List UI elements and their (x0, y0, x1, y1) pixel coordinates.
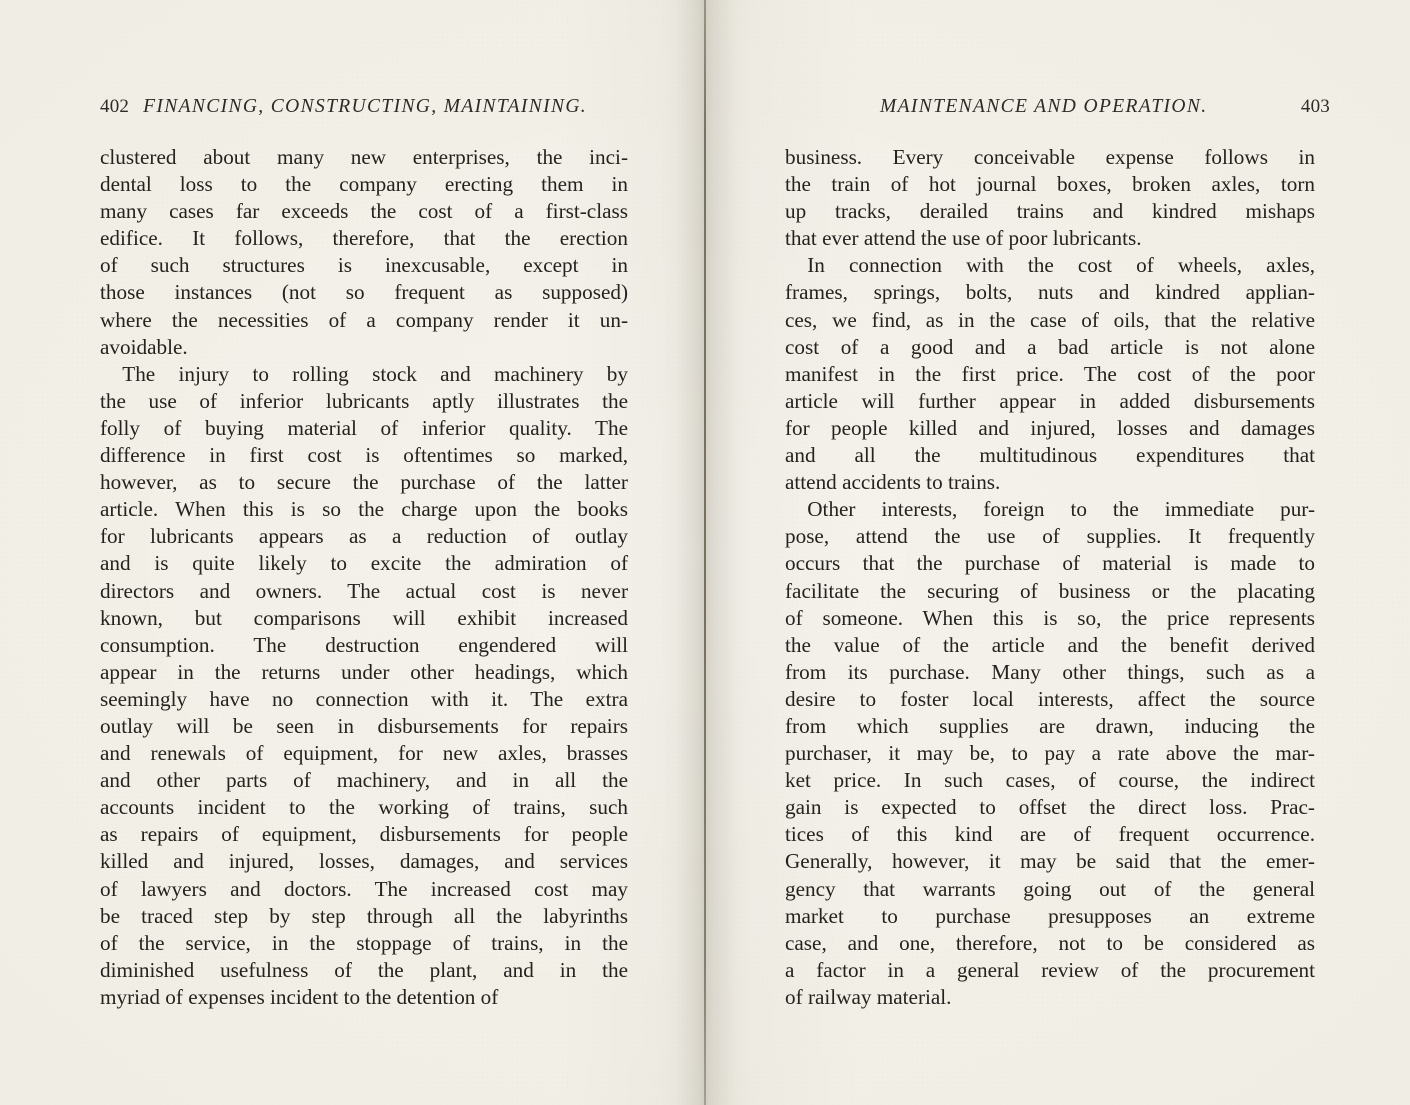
right-page (705, 0, 1410, 1105)
paragraph (785, 252, 1315, 496)
text-line: however, as to secure the purchase of the latter (100, 470, 628, 495)
text-line: avoidable. (100, 334, 188, 359)
text-line: from which supplies are drawn, inducing the (785, 713, 1315, 738)
left-page-folio: 402 (100, 96, 130, 117)
text-line: market to purchase presupposes an extreme (785, 903, 1315, 928)
text-line: up tracks, derailed trains and kindred mishaps (785, 199, 1315, 224)
text-line: the train of hot journal boxes, broken axles, torn (785, 172, 1315, 197)
right-page-folio: 403 (1300, 96, 1330, 117)
text-line: Other interests, foreign to the immediate pur- (807, 497, 1315, 522)
paragraph (100, 144, 628, 361)
text-line: In connection with the cost of wheels, axles, (807, 253, 1315, 278)
text-line: pose, attend the use of supplies. It frequently (785, 524, 1315, 549)
text-line: purchaser, it may be, to pay a rate above the mar- (785, 741, 1315, 766)
text-line: as repairs of equipment, disbursements for people (100, 822, 628, 847)
text-line: difference in first cost is oftentimes so marked, (100, 443, 628, 468)
text-line: directors and owners. The actual cost is never (100, 578, 628, 603)
text-line: Generally, however, it may be said that the emer- (785, 849, 1315, 874)
text-line: The injury to rolling stock and machinery by (122, 361, 628, 386)
text-line: clustered about many new enterprises, the inci- (100, 145, 628, 169)
text-line: killed and injured, losses, damages, and services (100, 849, 628, 874)
text-line: gain is expected to offset the direct loss. Prac- (785, 795, 1315, 820)
text-line: cost of a good and a bad article is not alone (785, 334, 1315, 359)
text-line: and renewals of equipment, for new axles, brasses (100, 741, 628, 766)
text-line: edifice. It follows, therefore, that the erection (100, 226, 628, 251)
text-line: of such structures is inexcusable, except in (100, 253, 628, 278)
text-line: of someone. When this is so, the price represents (785, 605, 1315, 630)
text-line: occurs that the purchase of material is made to (785, 551, 1315, 576)
text-line: seemingly have no connection with it. The extra (100, 686, 628, 711)
text-line: those instances (not so frequent as supposed) (100, 280, 628, 305)
text-line: of the service, in the stoppage of trains, in the (100, 930, 628, 955)
text-line: accounts incident to the working of trains, such (100, 795, 628, 820)
text-line: for lubricants appears as a reduction of outlay (100, 524, 628, 549)
gutter-shadow-right (706, 0, 736, 1105)
text-line: and other parts of machinery, and in all the (100, 768, 628, 793)
text-line: of railway material. (785, 984, 952, 1009)
text-line: be traced step by step through all the labyrinths (100, 903, 628, 928)
right-page-running-head (880, 96, 1330, 118)
text-line: ces, we find, as in the case of oils, that the relative (785, 307, 1315, 332)
text-line: desire to foster local interests, affect the source (785, 686, 1315, 711)
text-line: dental loss to the company erecting them in (100, 172, 628, 197)
text-line: of lawyers and doctors. The increased cost may (100, 876, 628, 901)
text-line: manifest in the first price. The cost of the poor (785, 361, 1315, 386)
text-line: the use of inferior lubricants aptly illustrates the (100, 388, 628, 413)
right-page-header-title: MAINTENANCE AND OPERATION. (880, 96, 1208, 117)
text-line: from its purchase. Many other things, such as a (785, 659, 1315, 684)
text-line: article will further appear in added disbursements (785, 388, 1315, 413)
text-line: gency that warrants going out of the general (785, 876, 1315, 901)
gutter-shadow-left (676, 0, 704, 1105)
text-line: attend accidents to trains. (785, 470, 1001, 495)
text-line: folly of buying material of inferior quality. The (100, 415, 628, 440)
text-line: where the necessities of a company render it un- (100, 307, 628, 332)
paragraph (785, 496, 1315, 1011)
left-page-textblock (100, 144, 628, 1011)
text-line: article. When this is so the charge upon the books (100, 497, 628, 522)
text-line: consumption. The destruction engendered will (100, 632, 628, 657)
text-line: diminished usefulness of the plant, and in the (100, 957, 628, 982)
text-line: outlay will be seen in disbursements for repairs (100, 713, 628, 738)
left-page-running-head (100, 96, 628, 118)
text-line: myriad of expenses incident to the detention of (100, 984, 499, 1009)
left-page-header-title: FINANCING, CONSTRUCTING, MAINTAINING. (143, 96, 588, 117)
right-page-textblock (785, 144, 1315, 1011)
paragraph (785, 144, 1315, 252)
text-line: tices of this kind are of frequent occurrence. (785, 822, 1315, 847)
book-gutter-crease (704, 0, 706, 1105)
text-line: the value of the article and the benefit derived (785, 632, 1315, 657)
text-line: appear in the returns under other headings, which (100, 659, 628, 684)
text-line: a factor in a general review of the procurement (785, 957, 1315, 982)
text-line: for people killed and injured, losses and damages (785, 415, 1315, 440)
text-line: many cases far exceeds the cost of a first-class (100, 199, 628, 224)
text-line: frames, springs, bolts, nuts and kindred applian- (785, 280, 1315, 305)
text-line: known, but comparisons will exhibit increased (100, 605, 628, 630)
text-line: ket price. In such cases, of course, the indirect (785, 768, 1315, 793)
text-line: that ever attend the use of poor lubricants. (785, 226, 1142, 251)
text-line: case, and one, therefore, not to be considered as (785, 930, 1315, 955)
text-line: and is quite likely to excite the admiration of (100, 551, 628, 576)
paragraph (100, 361, 628, 1011)
text-line: and all the multitudinous expenditures that (785, 443, 1315, 468)
text-line: facilitate the securing of business or the placating (785, 578, 1315, 603)
text-line: business. Every conceivable expense follows in (785, 145, 1315, 169)
